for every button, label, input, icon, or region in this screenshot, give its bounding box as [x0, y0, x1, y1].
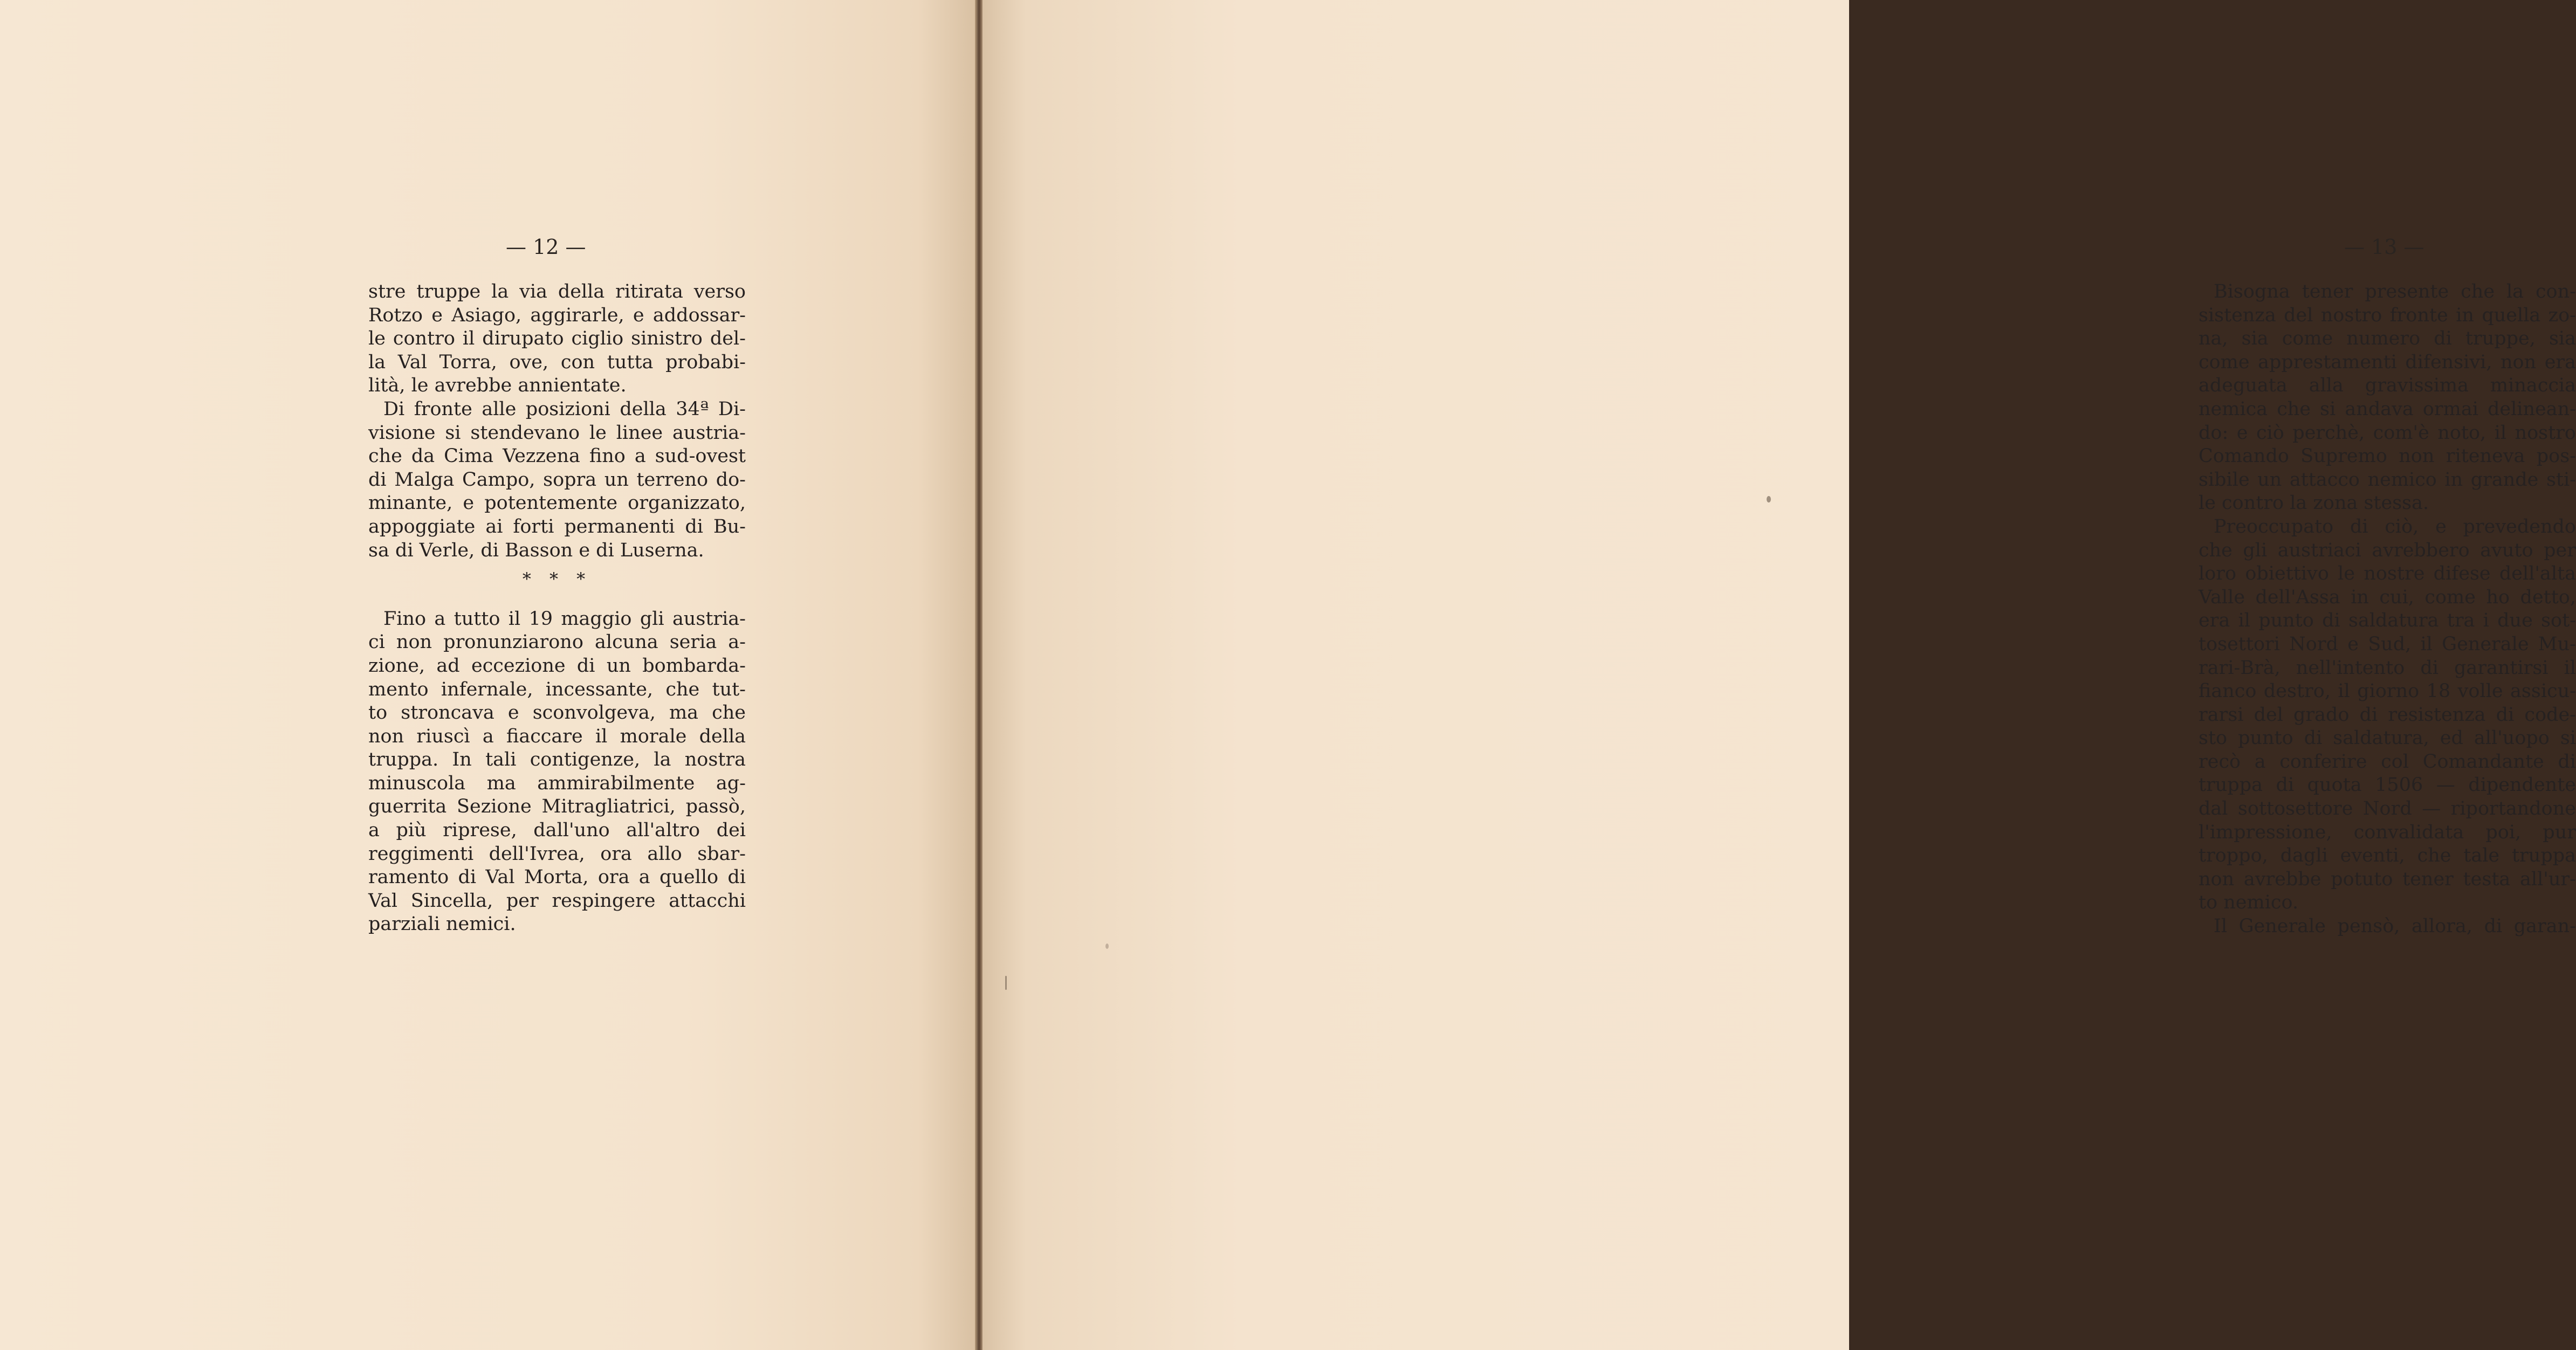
text-line: guerrita Sezione Mitragliatrici, passò, — [368, 796, 746, 818]
text-line: do: e ciò perchè, com'è noto, il nostro — [2199, 422, 2576, 444]
text-line: tosettori Nord e Sud, il Generale Mu- — [2199, 633, 2576, 655]
text-line: lità, le avrebbe annientate. — [368, 375, 627, 397]
text-line: Rotzo e Asiago, aggirarle, e addossar- — [368, 304, 746, 326]
text-line: truppa di quota 1506 — dipendente — [2199, 774, 2576, 796]
text-line: che da Cima Vezzena fino a sud-ovest — [368, 445, 746, 467]
text-line: fianco destro, il giorno 18 volle assicu- — [2199, 680, 2576, 702]
text-line: mento infernale, incessante, che tut- — [368, 678, 746, 700]
text-line: non riuscì a fiaccare il morale della — [368, 725, 746, 747]
text-line: era il punto di saldatura tra i due sot- — [2199, 610, 2576, 632]
text-line: sto punto di saldatura, ed all'uopo si — [2199, 727, 2576, 749]
text-line: le contro la zona stessa. — [2199, 492, 2429, 514]
text-line: to nemico. — [2199, 892, 2299, 914]
text-line: di Malga Campo, sopra un terreno do- — [368, 469, 746, 491]
page-number-left: — 12 — — [506, 235, 586, 259]
text-line: recò a conferire col Comandante di — [2199, 750, 2576, 773]
right-paragraphs — [2199, 280, 2576, 939]
text-line: troppo, dagli eventi, che tale truppa — [2199, 845, 2576, 867]
text-line: na, sia come numero di truppe, sia — [2199, 328, 2576, 350]
text-line: Val Sincella, per respingere attacchi — [368, 890, 746, 912]
page-number-right: — 13 — — [2344, 235, 2424, 259]
text-line: come apprestamenti difensivi, non era — [2199, 351, 2576, 373]
text-line: nemica che si andava ormai delinean- — [2199, 398, 2576, 420]
text-line: che gli austriaci avrebbero avuto per — [2199, 539, 2576, 561]
left-paragraphs — [368, 280, 746, 562]
text-line: stre truppe la via della ritirata verso — [368, 281, 746, 302]
text-line: appoggiate ai forti permanenti di Bu- — [368, 515, 746, 538]
text-line: Comando Supremo non riteneva pos- — [2199, 445, 2576, 467]
text-line: Fino a tutto il 19 maggio gli austria- — [383, 608, 746, 630]
text-line: Bisogna tener presente che la con- — [2214, 281, 2576, 302]
text-line: ramento di Val Morta, ora a quello di — [368, 866, 746, 888]
text-line: loro obiettivo le nostre difese dell'alta — [2199, 563, 2576, 585]
text-line: l'impressione, convalidata poi, pur — [2199, 821, 2576, 843]
text-line: Valle dell'Assa in cui, come ho detto, — [2199, 586, 2576, 608]
text-line: la Val Torra, ove, con tutta probabi- — [368, 351, 746, 373]
right-page-text — [2199, 280, 2576, 939]
left-page — [0, 0, 977, 1350]
left-paragraphs-after — [368, 608, 746, 936]
left-page-text — [368, 280, 746, 936]
text-line: adeguata alla gravissima minaccia — [2199, 375, 2576, 397]
text-line: minuscola ma ammirabilmente ag- — [368, 772, 746, 794]
text-line: visione si stendevano le linee austria- — [368, 422, 746, 444]
text-line: truppa. In tali contigenze, la nostra — [368, 749, 746, 771]
text-line: Il Generale pensò, allora, di garan- — [2214, 915, 2576, 938]
text-line: sa di Verle, di Basson e di Luserna. — [368, 539, 704, 561]
paper-speck — [1105, 943, 1109, 949]
text-line: le contro il dirupato ciglio sinistro del- — [368, 328, 746, 350]
text-line: minante, e potentemente organizzato, — [368, 492, 746, 514]
text-line: sistenza del nostro fronte in quella zo- — [2199, 304, 2576, 326]
text-line: Preoccupato di ciò, e prevedendo — [2214, 515, 2576, 538]
text-line: rarsi del grado di resistenza di code- — [2199, 704, 2576, 726]
right-page — [983, 0, 2576, 1350]
text-line: ci non pronunziarono alcuna seria a- — [368, 631, 746, 653]
text-line: Di fronte alle posizioni della 34ª Di- — [383, 398, 746, 420]
paper-speck — [1005, 976, 1007, 990]
text-line: zione, ad eccezione di un bombarda- — [368, 655, 746, 677]
text-line: to stroncava e sconvolgeva, ma che — [368, 702, 746, 724]
paper-speck — [1767, 496, 1771, 502]
text-line: reggimenti dell'Ivrea, ora allo sbar- — [368, 843, 746, 865]
text-line: non avrebbe potuto tener testa all'ur- — [2199, 868, 2576, 890]
text-line: dal sottosettore Nord — riportandone — [2199, 798, 2576, 820]
text-line: parziali nemici. — [368, 913, 516, 935]
text-line: a più riprese, dall'uno all'altro dei — [368, 819, 746, 842]
text-line: sibile un attacco nemico in grande sti- — [2199, 469, 2576, 491]
text-line: rari-Brà, nell'intento di garantirsi il — [2199, 657, 2576, 679]
section-separator: * * * — [522, 569, 592, 590]
